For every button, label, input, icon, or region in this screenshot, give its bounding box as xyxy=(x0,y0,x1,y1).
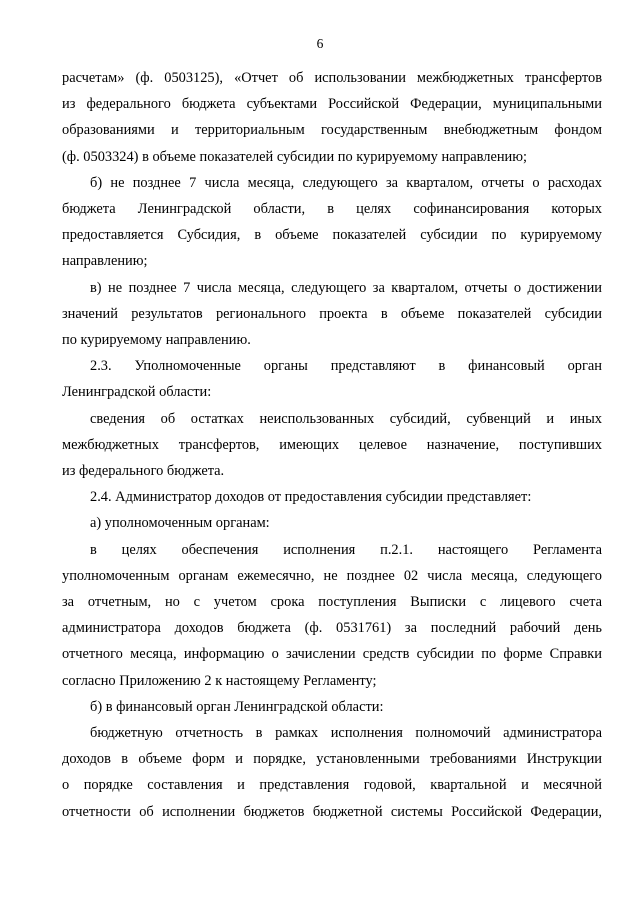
text-line: предоставляется Субсидия, в объеме показателей субсидии по курируемому xyxy=(62,227,602,244)
page-number: 6 xyxy=(316,36,324,51)
text-line: сведения об остатках неиспользованных субсидий, субвенций и иных xyxy=(90,410,602,427)
text-line: отчетного месяца, информацию о зачислении средств субсидии по форме Справки xyxy=(62,646,602,663)
paragraph-item-v-results xyxy=(62,275,602,354)
text-line: бюджета Ленинградской области, в целях софинансирования которых xyxy=(62,201,602,218)
text-line: межбюджетных трансфертов, имеющих целевое назначение, поступивших xyxy=(62,436,602,453)
text-line: а) уполномоченным органам: xyxy=(90,515,270,532)
document-body xyxy=(62,65,602,825)
text-line: Ленинградской области: xyxy=(62,384,212,401)
paragraph-item-a-authorized xyxy=(62,510,602,536)
text-line: бюджетную отчетность в рамках исполнения полномочий администратора xyxy=(90,725,602,742)
paragraph-remainders-info xyxy=(62,406,602,485)
text-line: б) не позднее 7 числа месяца, следующего за кварталом, отчеты о расходах xyxy=(90,174,602,191)
paragraph-monthly-reference xyxy=(62,537,602,694)
text-line: расчетам» (ф. 0503125), «Отчет об использовании межбюджетных трансфертов xyxy=(62,70,602,86)
text-line: из федерального бюджета субъектами Российской Федерации, муниципальными xyxy=(62,96,602,113)
text-line: за отчетным, но с учетом срока поступления Выписки с лицевого счета xyxy=(62,594,602,611)
paragraph-item-b-financial xyxy=(62,694,602,720)
text-line: б) в финансовый орган Ленинградской области: xyxy=(90,698,384,715)
text-line: в целях обеспечения исполнения п.2.1. настоящего Регламента xyxy=(90,541,602,558)
text-line: (ф. 0503324) в объеме показателей субсидии по курируемому направлению; xyxy=(62,148,527,165)
text-line: уполномоченным органам ежемесячно, не позднее 02 числа месяца, следующего xyxy=(62,567,602,584)
text-line: в) не позднее 7 числа месяца, следующего за кварталом, отчеты о достижении xyxy=(90,279,602,296)
text-line: доходов в объеме форм и порядке, установленными требованиями Инструкции xyxy=(62,751,602,768)
paragraph-report-forms xyxy=(62,65,602,170)
text-line: по курируемому направлению. xyxy=(62,332,251,349)
text-line: из федерального бюджета. xyxy=(62,463,225,480)
text-line: администратора доходов бюджета (ф. 0531761) за последний рабочий день xyxy=(62,620,602,637)
text-line: отчетности об исполнении бюджетов бюджетной системы Российской Федерации, xyxy=(62,803,602,820)
text-line: значений результатов регионального проекта в объеме показателей субсидии xyxy=(62,305,602,322)
text-line: направлению; xyxy=(62,253,148,270)
text-line: согласно Приложению 2 к настоящему Регламенту; xyxy=(62,672,377,689)
paragraph-section-2-3 xyxy=(62,353,602,405)
paragraph-section-2-4 xyxy=(62,484,602,510)
text-line: 2.4. Администратор доходов от предоставления субсидии представляет: xyxy=(90,489,532,506)
paragraph-budget-reporting xyxy=(62,720,602,825)
text-line: образованиями и территориальным государственным внебюджетным фондом xyxy=(62,122,602,139)
text-line: о порядке составления и представления годовой, квартальной и месячной xyxy=(62,777,602,794)
text-line: 2.3. Уполномоченные органы представляют в финансовый орган xyxy=(90,358,602,375)
paragraph-item-b-expenses xyxy=(62,170,602,275)
